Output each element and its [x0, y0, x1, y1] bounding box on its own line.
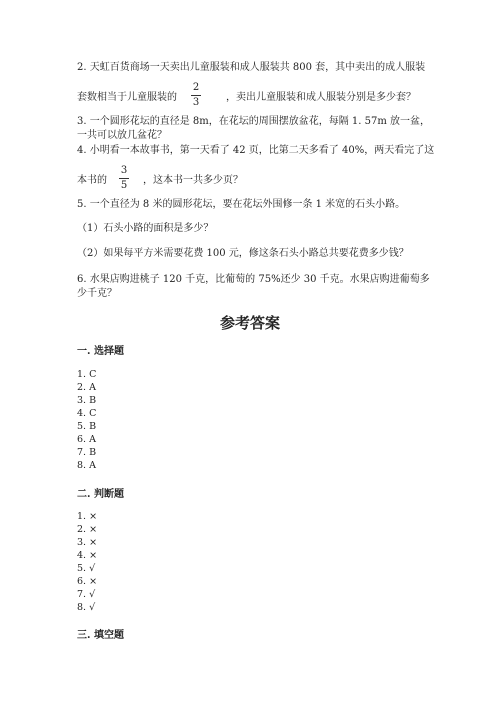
question-4-line1: 4. 小明看一本故事书，第一天看了 42 页，比第二天多看了 40%，两天看完了这 — [77, 145, 435, 156]
section-choice-heading: 一. 选择题 — [77, 346, 124, 357]
answer-judge-3: 3. × — [77, 537, 98, 548]
question-2-pre: 套数相当于儿童服装的 — [77, 92, 177, 103]
fraction-numerator: 2 — [192, 82, 200, 93]
answer-judge-8: 8. √ — [77, 602, 96, 613]
question-2-line1: 2. 天虹百货商场一天卖出儿童服装和成人服装共 800 套，其中卖出的成人服装 — [77, 62, 426, 73]
answers-title: 参考答案 — [219, 314, 280, 332]
answer-choice-6: 6. A — [77, 434, 96, 445]
answer-judge-6: 6. × — [77, 576, 98, 587]
answer-choice-7: 7. B — [77, 447, 97, 458]
question-5-sub2: （2）如果每平方米需要花费 100 元，修这条石头小路总共要花费多少钱？ — [77, 248, 409, 259]
question-5: 5. 一个直径为 8 米的圆形花坛，要在花坛外围修一条 1 米宽的石头小路。 — [77, 199, 406, 210]
section-judge-heading: 二. 判断题 — [77, 489, 124, 500]
answer-choice-4: 4. C — [77, 408, 97, 419]
question-2-post: ，卖出儿童服装和成人服装分别是多少套？ — [226, 92, 416, 103]
answer-choice-5: 5. B — [77, 421, 97, 432]
fraction-two-thirds — [189, 82, 203, 109]
answer-judge-5: 5. √ — [77, 563, 96, 574]
answer-judge-7: 7. √ — [77, 589, 96, 600]
answer-choice-3: 3. B — [77, 395, 97, 406]
fraction-numerator: 3 — [120, 165, 128, 176]
question-4-post: ，这本书一共多少页？ — [143, 175, 243, 186]
question-4-pre: 本书的 — [77, 175, 107, 186]
answer-choice-2: 2. A — [77, 382, 96, 393]
question-6: 6. 水果店购进桃子 120 千克，比葡萄的 75%还少 30 千克。水果店购进葡萄多少千克？ — [77, 274, 430, 299]
question-3: 3. 一个圆形花坛的直径是 8m，在花坛的周围摆放盆花，每隔 1. 57m 放一盆，一共可以放几盆花？ — [77, 116, 431, 141]
question-5-sub1: （1）石头小路的面积是多少？ — [77, 223, 214, 234]
answer-choice-8: 8. A — [77, 460, 96, 471]
answer-judge-1: 1. × — [77, 511, 98, 522]
section-fill-heading: 三. 填空题 — [77, 630, 124, 641]
fraction-denominator: 3 — [192, 97, 200, 108]
answer-judge-2: 2. × — [77, 524, 98, 535]
fraction-three-fifths — [117, 165, 131, 192]
answer-choice-1: 1. C — [77, 369, 97, 380]
answer-judge-4: 4. × — [77, 550, 98, 561]
fraction-denominator: 5 — [120, 180, 128, 191]
